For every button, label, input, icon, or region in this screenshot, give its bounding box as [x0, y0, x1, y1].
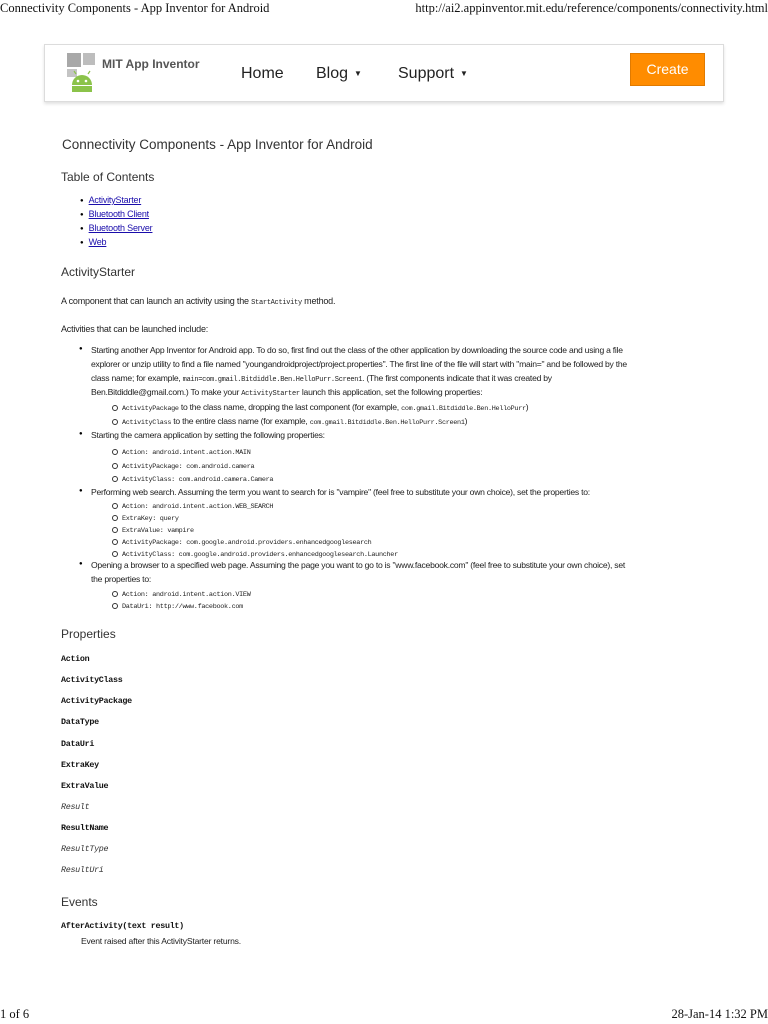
text: . (The first components indicate that it was created by — [362, 373, 552, 383]
bullet-browser: ● Opening a browser to a specified web page. Assuming the page you want to go to is "www.facebook.com" (feel free to substitute your own choice), set — [91, 560, 625, 570]
toc-link-bluetooth-server[interactable]: Bluetooth Server — [88, 223, 153, 233]
property-datauri: DataUri — [61, 739, 95, 749]
property-action: Action — [61, 654, 90, 664]
table-of-contents — [80, 193, 152, 249]
print-page-url: http://ai2.appinventor.mit.edu/reference/components/connectivity.html — [415, 1, 768, 15]
toc-item — [80, 207, 152, 221]
bullet-app-inventor-app-line3 — [91, 373, 552, 384]
nav-support-menu[interactable] — [398, 65, 468, 83]
logo-text[interactable]: MIT App Inventor — [102, 57, 200, 71]
app-inventor-logo-icon[interactable] — [65, 51, 99, 93]
code: ExtraValue: vampire — [122, 527, 194, 535]
code: Action: android.intent.action.WEB_SEARCH — [122, 503, 274, 511]
print-page-title: Connectivity Components - App Inventor for Android — [0, 1, 270, 15]
code: ActivityClass: com.google.android.providers.enhancedgooglesearch.Launcher — [122, 551, 398, 559]
page-title: Connectivity Components - App Inventor for Android — [62, 137, 373, 152]
sub-bullet — [122, 460, 254, 471]
bullet-app-inventor-app-line2: explorer or unzip utility to find a file named "youngandroidproject/project.properties". The first line of the file will start with "main=" and be followed by the — [91, 359, 627, 369]
text: ) — [525, 402, 529, 412]
code: com.gmail.Bitdiddle.Ben.HelloPurr — [401, 405, 526, 413]
property-resulturi: ResultUri — [61, 865, 104, 875]
print-footer — [0, 1006, 768, 1024]
sub-bullet — [122, 600, 243, 611]
sub-bullet — [122, 416, 467, 427]
code: DataUri: http://www.facebook.com — [122, 603, 243, 611]
bullet-web-search: ● Performing web search. Assuming the term you want to search for is "vampire" (feel free to substitute your own choice), set the properties to: — [91, 487, 590, 497]
sub-bullet — [122, 446, 250, 457]
code: Action: android.intent.action.MAIN — [122, 449, 251, 457]
event-description: Event raised after this ActivityStarter returns. — [81, 936, 241, 946]
caret-down-icon: ▼ — [460, 69, 468, 78]
code: main=com.gmail.Bitdiddle.Ben.HelloPurr.Screen1 — [182, 376, 363, 384]
intro-text: A component that can launch an activity using the — [61, 296, 252, 306]
sub-bullet — [122, 588, 250, 599]
sub-bullet — [122, 473, 273, 484]
code: ActivityClass — [122, 419, 172, 427]
bullet-app-inventor-app-line4 — [91, 387, 482, 398]
toc-item — [80, 235, 152, 249]
bullet-app-inventor-app: ● Starting another App Inventor for Android app. To do so, first find out the class of the other application by downloading the source code and using a file — [91, 345, 623, 355]
sub-bullet — [122, 402, 528, 413]
text: class name; for example, — [91, 373, 183, 383]
sub-bullet — [122, 536, 371, 547]
toc-link-web[interactable]: Web — [88, 237, 107, 247]
sub-bullet — [122, 500, 273, 511]
toc-item — [80, 193, 152, 207]
activitystarter-heading: ActivityStarter — [61, 265, 136, 279]
property-activitypackage: ActivityPackage — [61, 696, 132, 706]
nav-blog-menu[interactable] — [316, 65, 362, 83]
code: ActivityPackage: com.android.camera — [122, 463, 255, 471]
text: to the class name, dropping the last component (for example, — [178, 402, 402, 412]
toc-item — [80, 221, 152, 235]
code: ExtraKey: query — [122, 515, 179, 523]
property-result: Result — [61, 802, 90, 812]
property-resultname: ResultName — [61, 823, 109, 833]
code: com.gmail.Bitdiddle.Ben.HelloPurr.Screen1 — [309, 419, 465, 427]
activities-intro: Activities that can be launched include: — [61, 324, 209, 334]
text: to the entire class name (for example, — [171, 416, 310, 426]
top-navigation-bar — [44, 44, 724, 102]
sub-bullet — [122, 512, 179, 523]
events-heading: Events — [61, 895, 98, 909]
intro-code: StartActivity — [251, 299, 302, 307]
code: ActivityPackage: com.google.android.providers.enhancedgooglesearch — [122, 539, 372, 547]
text: launch this application, set the following properties: — [299, 387, 483, 397]
properties-heading: Properties — [61, 627, 116, 641]
sub-bullet — [122, 524, 194, 535]
nav-home-link[interactable]: Home — [241, 65, 284, 82]
property-datatype: DataType — [61, 717, 99, 727]
text: Ben.Bitdiddle@gmail.com.) To make your — [91, 387, 242, 397]
nav-support-label: Support — [398, 65, 455, 82]
print-page-number: 1 of 6 — [0, 1007, 30, 1021]
sub-bullet — [122, 548, 398, 559]
bullet-browser-line2: the properties to: — [91, 574, 151, 584]
text: ) — [464, 416, 468, 426]
toc-link-bluetooth-client[interactable]: Bluetooth Client — [88, 209, 149, 219]
toc-heading: Table of Contents — [61, 170, 155, 184]
toc-link-activitystarter[interactable]: ActivityStarter — [88, 195, 142, 205]
property-resulttype: ResultType — [61, 844, 109, 854]
print-header — [0, 0, 768, 18]
code: ActivityClass: com.android.camera.Camera — [122, 476, 274, 484]
event-afteractivity: AfterActivity(text result) — [61, 921, 184, 931]
create-button[interactable]: Create — [630, 53, 705, 86]
property-extravalue: ExtraValue — [61, 781, 109, 791]
intro-text-end: method. — [301, 296, 336, 306]
activitystarter-intro — [61, 296, 335, 307]
code: ActivityStarter — [241, 390, 300, 398]
print-date: 28-Jan-14 1:32 PM — [671, 1007, 768, 1021]
caret-down-icon: ▼ — [354, 69, 362, 78]
code: Action: android.intent.action.VIEW — [122, 591, 251, 599]
property-activityclass: ActivityClass — [61, 675, 123, 685]
bullet-camera: ● Starting the camera application by setting the following properties: — [91, 430, 325, 440]
nav-blog-label: Blog — [316, 65, 349, 82]
code: ActivityPackage — [122, 405, 179, 413]
property-extrakey: ExtraKey — [61, 760, 99, 770]
